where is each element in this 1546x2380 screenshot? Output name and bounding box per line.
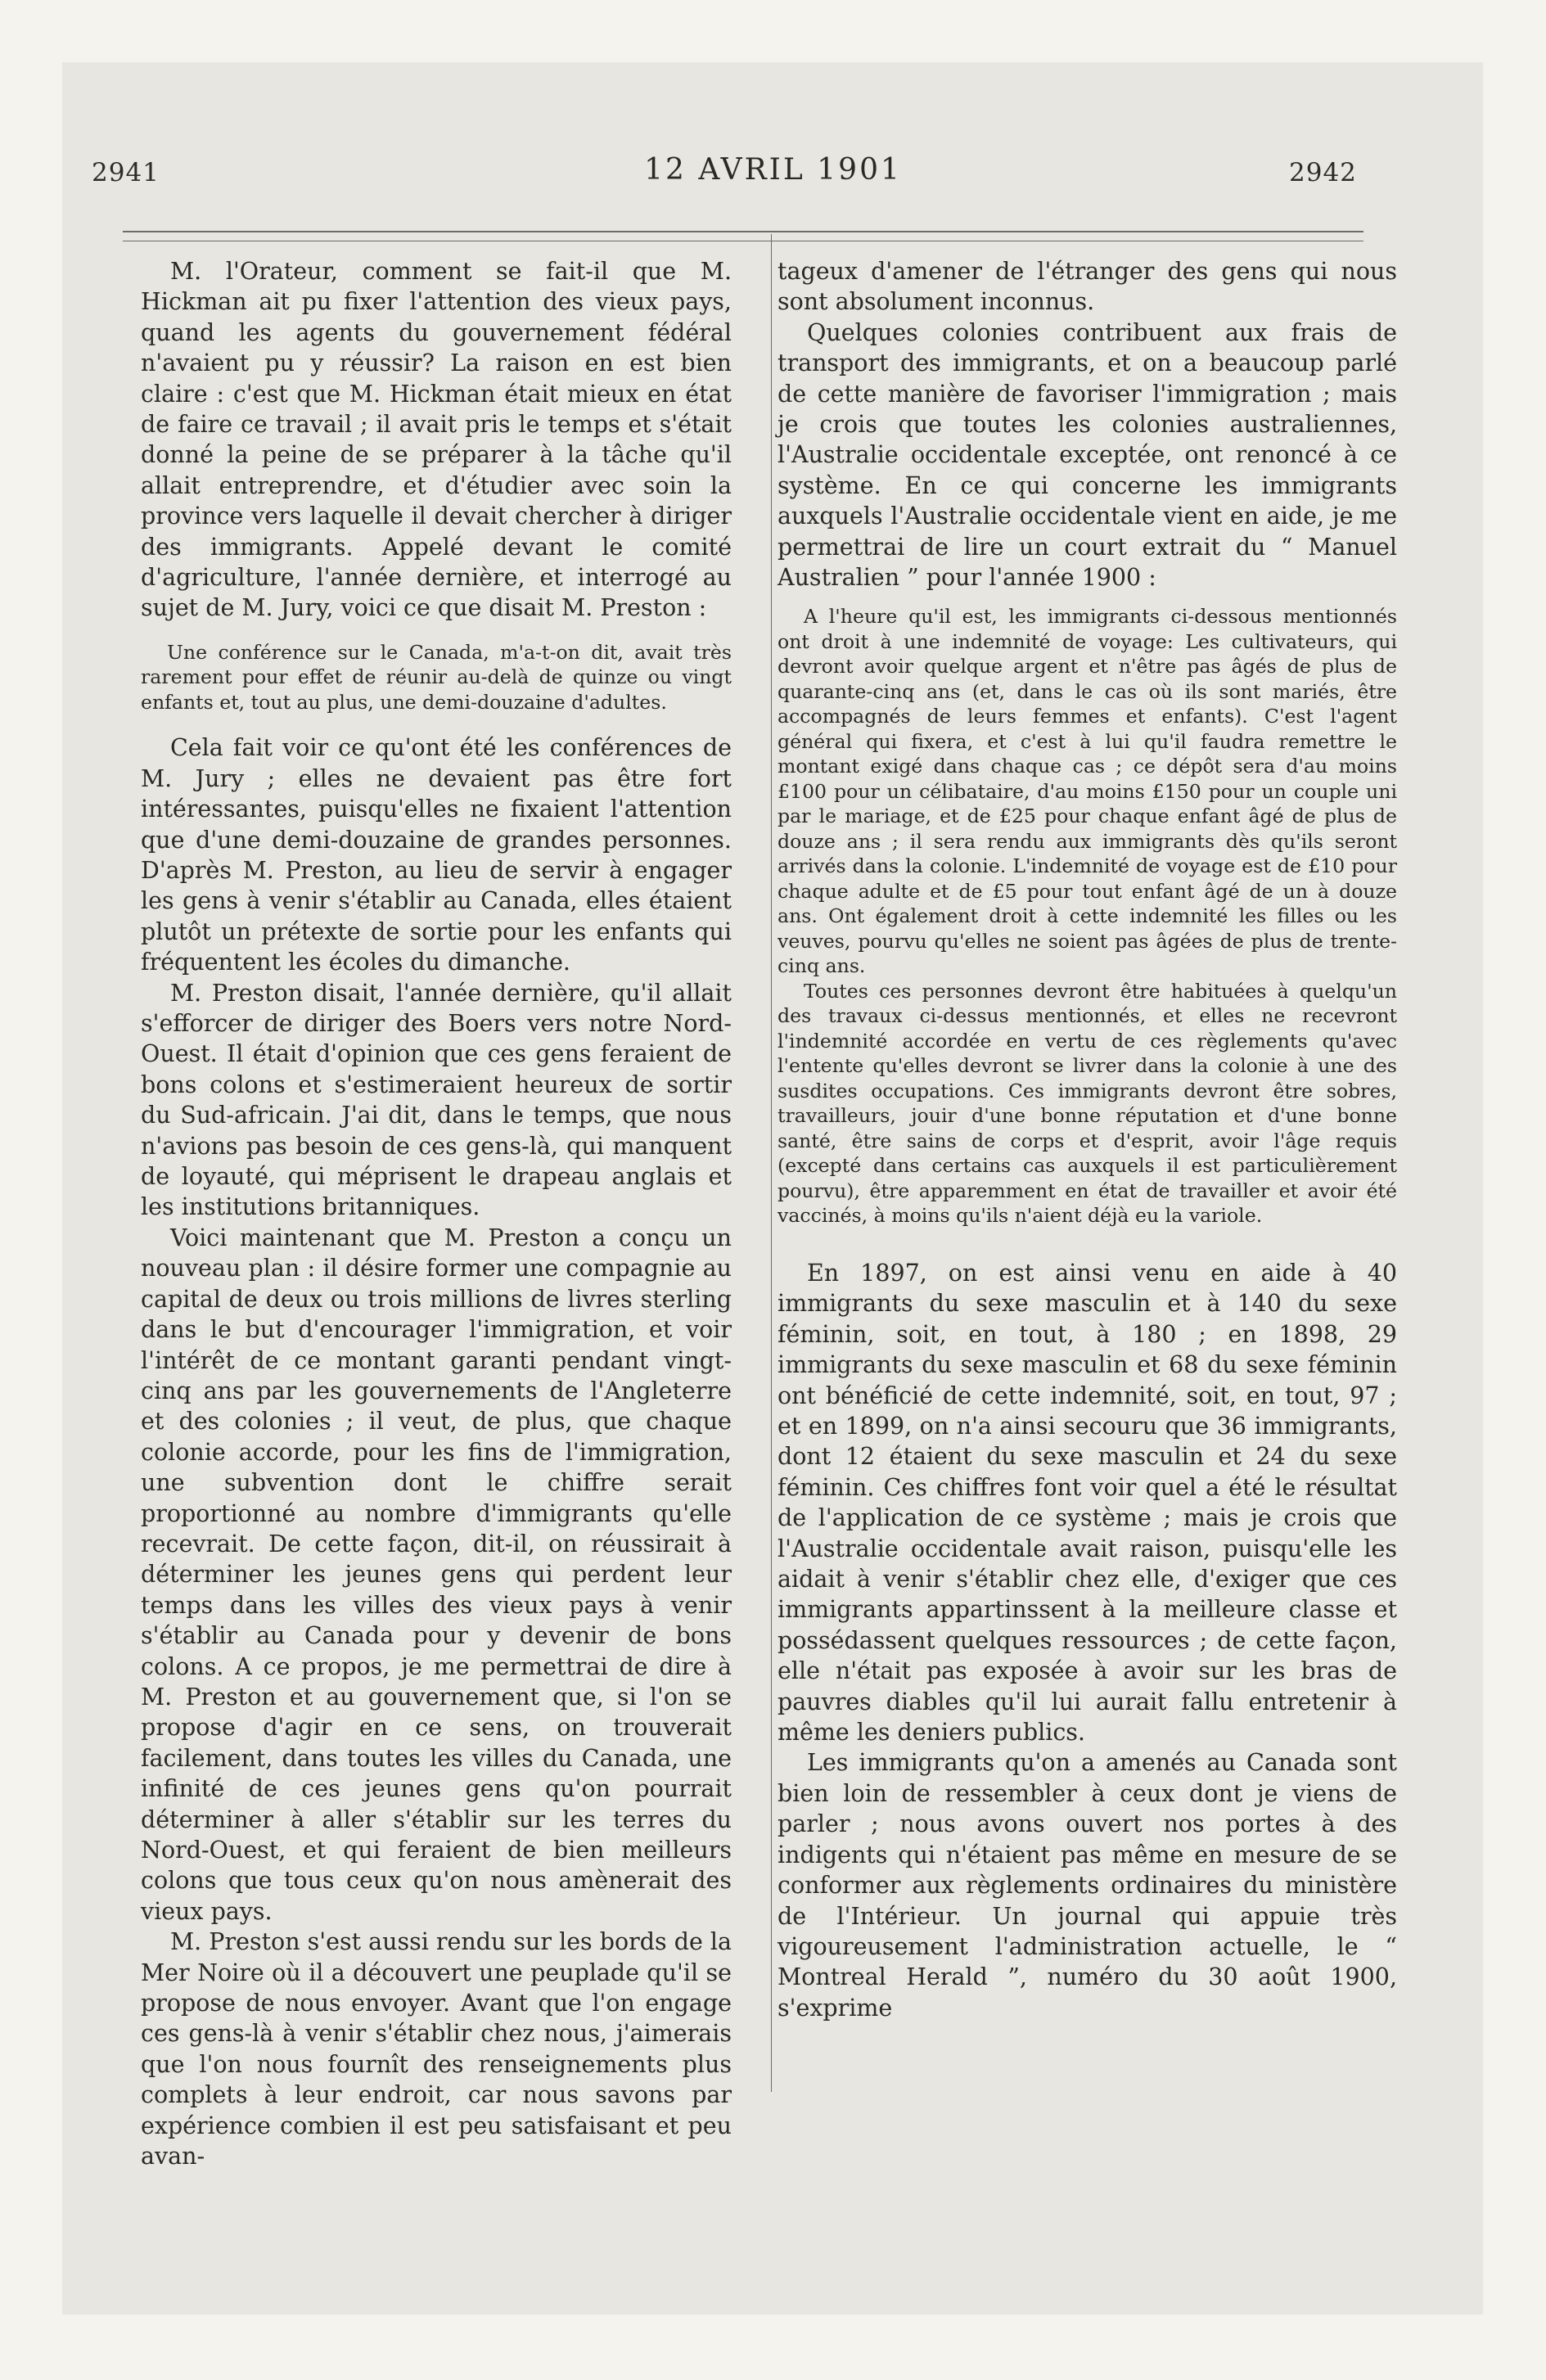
- block-quote: Toutes ces personnes devront être habituées à quelqu'un des travaux ci-dessus mentionnés, et elles ne recevront l'indemnité accordée en vertu de ces règlements qu'avec l'entente qu'elles devront se livrer dans la colonie à une des susdites occupations. Ces immigrants devront être sobres, travailleurs, jouir d'une bonne réputation et d'une bonne santé, être sains de corps et d'esprit, avoir l'âge requis (excepté dans certains cas auxquels il est particulièrement pourvu), être apparemment en état de travailler et avoir été vaccinés, à moins qu'ils n'aient déjà eu la variole.: [778, 979, 1397, 1228]
- paragraph: Cela fait voir ce qu'ont été les conférences de M. Jury ; elles ne devaient pas être fort intéressantes, puisqu'elles ne fixaient l'attention que d'une demi-douzaine de grandes personnes. D'après M. Preston, au lieu de servir à engager les gens à venir s'établir au Canada, elles étaient plutôt un prétexte de sortie pour les enfants qui fréquentent les écoles du dimanche.: [141, 734, 732, 976]
- paragraph: Quelques colonies contribuent aux frais de transport des immigrants, et on a beaucoup parlé de cette manière de favoriser l'immigration ; mais je crois que toutes les colonies australiennes, l'Australie occidentale exceptée, ont renoncé à ce système. En ce qui concerne les immigrants auxquels l'Australie occidentale vient en aide, je me permettrai de lire un court extrait du “ Manuel Australien ” pour l'année 1900 :: [778, 318, 1397, 592]
- left-column: [141, 256, 732, 2171]
- column-divider: [771, 234, 772, 2092]
- paragraph: tageux d'amener de l'étranger des gens qui nous sont absolument inconnus.: [778, 258, 1397, 316]
- block-quote: Une conférence sur le Canada, m'a-t-on dit, avait très rarement pour effet de réunir au-delà de quinze ou vingt enfants et, tout au plus, une demi-douzaine d'adultes.: [141, 640, 732, 714]
- paragraph: M. Preston disait, l'année dernière, qu'il allait s'efforcer de diriger des Boers vers notre Nord-Ouest. Il était d'opinion que ces gens feraient de bons colons et s'estimeraient heureux de sortir du Sud-africain. J'ai dit, dans le temps, que nous n'avions pas besoin de ces gens-là, qui manquent de loyauté, qui méprisent le drapeau anglais et les institutions britanniques.: [141, 979, 732, 1221]
- page-date: 12 AVRIL 1901: [644, 153, 902, 187]
- right-column: [778, 256, 1397, 2023]
- page-number-left: 2941: [92, 158, 160, 187]
- paragraph: Les immigrants qu'on a amenés au Canada sont bien loin de ressembler à ceux dont je viens de parler ; nous avons ouvert nos portes à des indigents qui n'étaient pas même en mesure de se conformer aux règlements ordinaires du ministère de l'Intérieur. Un journal qui appuie très vigoureusement l'administration actuelle, le “ Montreal Herald ”, numéro du 30 août 1900, s'exprime: [778, 1749, 1397, 2022]
- header-rule: [123, 231, 1363, 232]
- paragraph: M. l'Orateur, comment se fait-il que M. Hickman ait pu fixer l'attention des vieux pays, quand les agents du gouvernement fédéral n'avaient pu y réussir? La raison en est bien claire : c'est que M. Hickman était mieux en état de faire ce travail ; il avait pris le temps et s'était donné la peine de se préparer à la tâche qu'il allait entreprendre, et d'étudier avec soin la province vers laquelle il devait chercher à diriger des immigrants. Appelé devant le comité d'agriculture, l'année dernière, et interrogé au sujet de M. Jury, voici ce que disait M. Preston :: [141, 258, 732, 622]
- paragraph: M. Preston s'est aussi rendu sur les bords de la Mer Noire où il a découvert une peuplade qu'il se propose de nous envoyer. Avant que l'on engage ces gens-là à venir s'établir chez nous, j'aimerais que l'on nous fournît des renseignements plus complets à leur endroit, car nous savons par expérience combien il est peu satisfaisant et peu avan-: [141, 1928, 732, 2170]
- page-number-right: 2942: [1289, 158, 1357, 187]
- paragraph: Voici maintenant que M. Preston a conçu un nouveau plan : il désire former une compagnie au capital de deux ou trois millions de livres sterling dans le but d'encourager l'immigration, et voir l'intérêt de ce montant garanti pendant vingt-cinq ans par les gouvernements de l'Angleterre et des colonies ; il veut, de plus, que chaque colonie accorde, pour les fins de l'immigration, une subvention dont le chiffre serait proportionné au nombre d'immigrants qu'elle recevrait. De cette façon, dit-il, on réussirait à déterminer les jeunes gens qui perdent leur temps dans les villes des vieux pays à venir s'établir au Canada pour y devenir de bons colons. A ce propos, je me permettrai de dire à M. Preston et au gouvernement que, si l'on se propose d'agir en ce sens, on trouverait facilement, dans toutes les villes du Canada, une infinité de ces jeunes gens qu'on pourrait déterminer à aller s'établir sur les terres du Nord-Ouest, et qui feraient de bien meilleurs colons que tous ceux qu'on nous amènerait des vieux pays.: [141, 1224, 732, 1925]
- block-quote: A l'heure qu'il est, les immigrants ci-dessous mentionnés ont droit à une indemnité de voyage: Les cultivateurs, qui devront avoir quelque argent et n'être pas âgés de plus de quarante-cinq ans (et, dans le cas où ils sont mariés, être accompagnés de leurs femmes et enfants). C'est l'agent général qui fixera, et c'est à lui qu'il faudra remettre le montant exigé dans chaque cas ; ce dépôt sera d'au moins £100 pour un célibataire, d'au moins £150 pour un couple uni par le mariage, et de £25 pour chaque enfant âgé de plus de douze ans ; il sera rendu aux immigrants dès qu'ils seront arrivés dans la colonie. L'indemnité de voyage est de £10 pour chaque adulte et de £5 pour tout enfant âgé de un à douze ans. Ont également droit à cette indemnité les filles ou les veuves, pourvu qu'elles ne soient pas âgées de plus de trente-cinq ans.: [778, 605, 1397, 978]
- paragraph: En 1897, on est ainsi venu en aide à 40 immigrants du sexe masculin et à 140 du sexe féminin, soit, en tout, à 180 ; en 1898, 29 immigrants du sexe masculin et 68 du sexe féminin ont bénéficié de cette indemnité, soit, en tout, 97 ; et en 1899, on n'a ainsi secouru que 36 immigrants, dont 12 étaient du sexe masculin et 24 du sexe féminin. Ces chiffres font voir quel a été le résultat de l'application de ce système ; mais je crois que l'Australie occidentale avait raison, puisqu'elle les aidait à venir s'établir chez elle, d'exiger que ces immigrants appartinssent à la meilleure classe et possédassent quelques ressources ; de cette façon, elle n'était pas exposée à avoir sur les bras de pauvres diables qu'il lui aurait fallu entretenir à même les deniers publics.: [778, 1259, 1397, 1747]
